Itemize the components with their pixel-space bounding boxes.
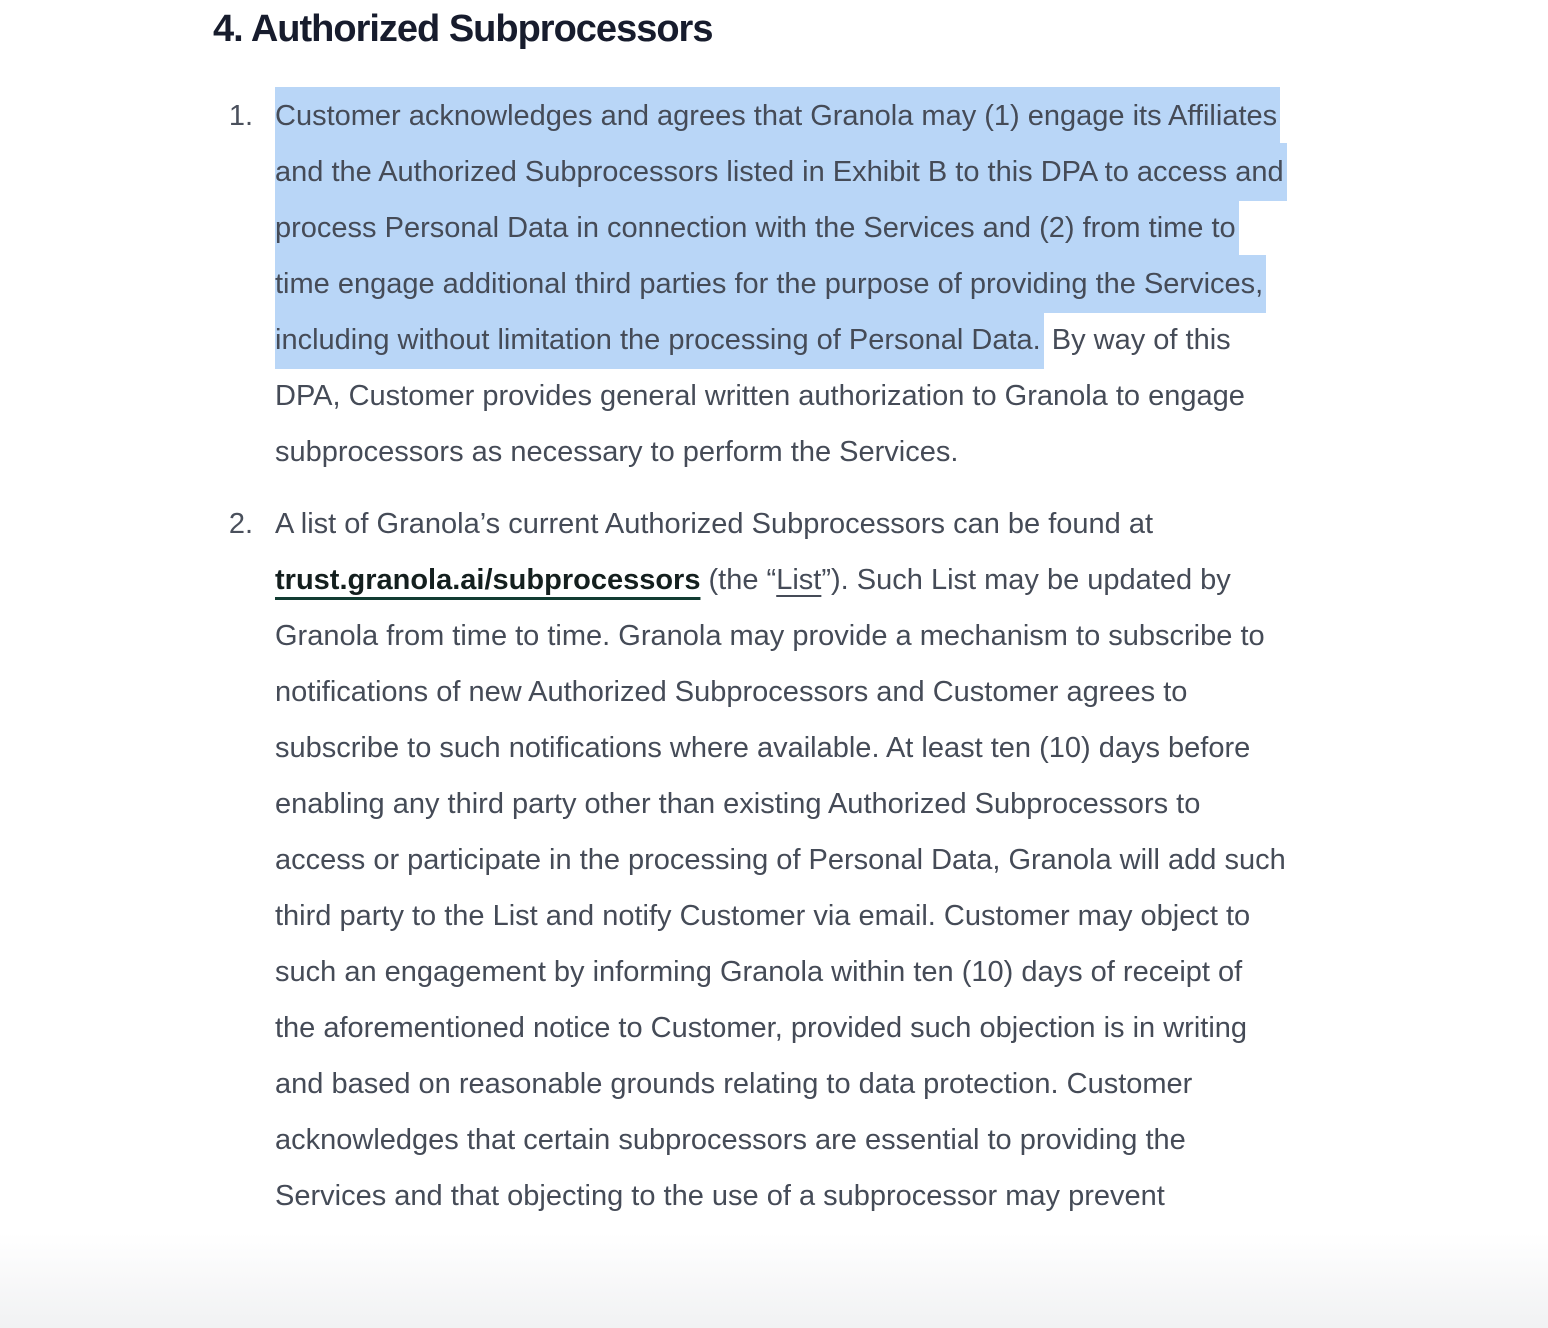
list-item-2-mid: (the “: [700, 564, 777, 596]
selected-text: Customer acknowledges and agrees that Granola may (1) engage its Affiliates and the Authorized Subprocessors listed in Exhibit B to this DPA to access and process Personal Data in connection with the Services and (2) from time to time engage additional third parties for the purpose of providing the Services, including without limitation the processing of Personal Data.: [275, 87, 1287, 369]
subprocessors-link[interactable]: trust.granola.ai/subprocessors: [275, 564, 701, 596]
dpa-section: [213, 4, 1373, 1240]
list-item-2-rest: ”). Such List may be updated by Granola from time to time. Granola may provide a mechanism to subscribe to notifications of new Authorized Subprocessors and Customer agrees to subscribe to such notifications where available. At least ten (10) days before enabling any third party other than existing Authorized Subprocessors to access or participate in the processing of Personal Data, Granola will add such third party to the List and notify Customer via email. Customer may object to such an engagement by informing Granola within ten (10) days of receipt of the aforementioned notice to Customer, provided such objection is in writing and based on reasonable grounds relating to data protection. Customer acknowledges that certain subprocessors are essential to providing the Services and that objecting to the use of a subprocessor may prevent: [275, 564, 1286, 1212]
subprocessors-list: [213, 88, 1373, 1224]
list-defined-term: List: [776, 564, 822, 596]
list-item-1-text: [275, 88, 1288, 480]
list-item-1: [213, 88, 1350, 480]
list-item-2-number: 2.: [228, 508, 253, 540]
list-item-2: [213, 496, 1350, 1224]
list-item-1-number: 1.: [228, 100, 253, 132]
list-item-2-intro: A list of Granola’s current Authorized Subprocessors can be found at: [275, 508, 1154, 540]
list-item-2-text: [275, 496, 1288, 1224]
section-heading: 4. Authorized Subprocessors: [213, 8, 713, 50]
unselected-text: By way of this DPA, Customer provides general written authorization to Granola to engage subprocessors as necessary to perform the Services.: [275, 324, 1245, 468]
